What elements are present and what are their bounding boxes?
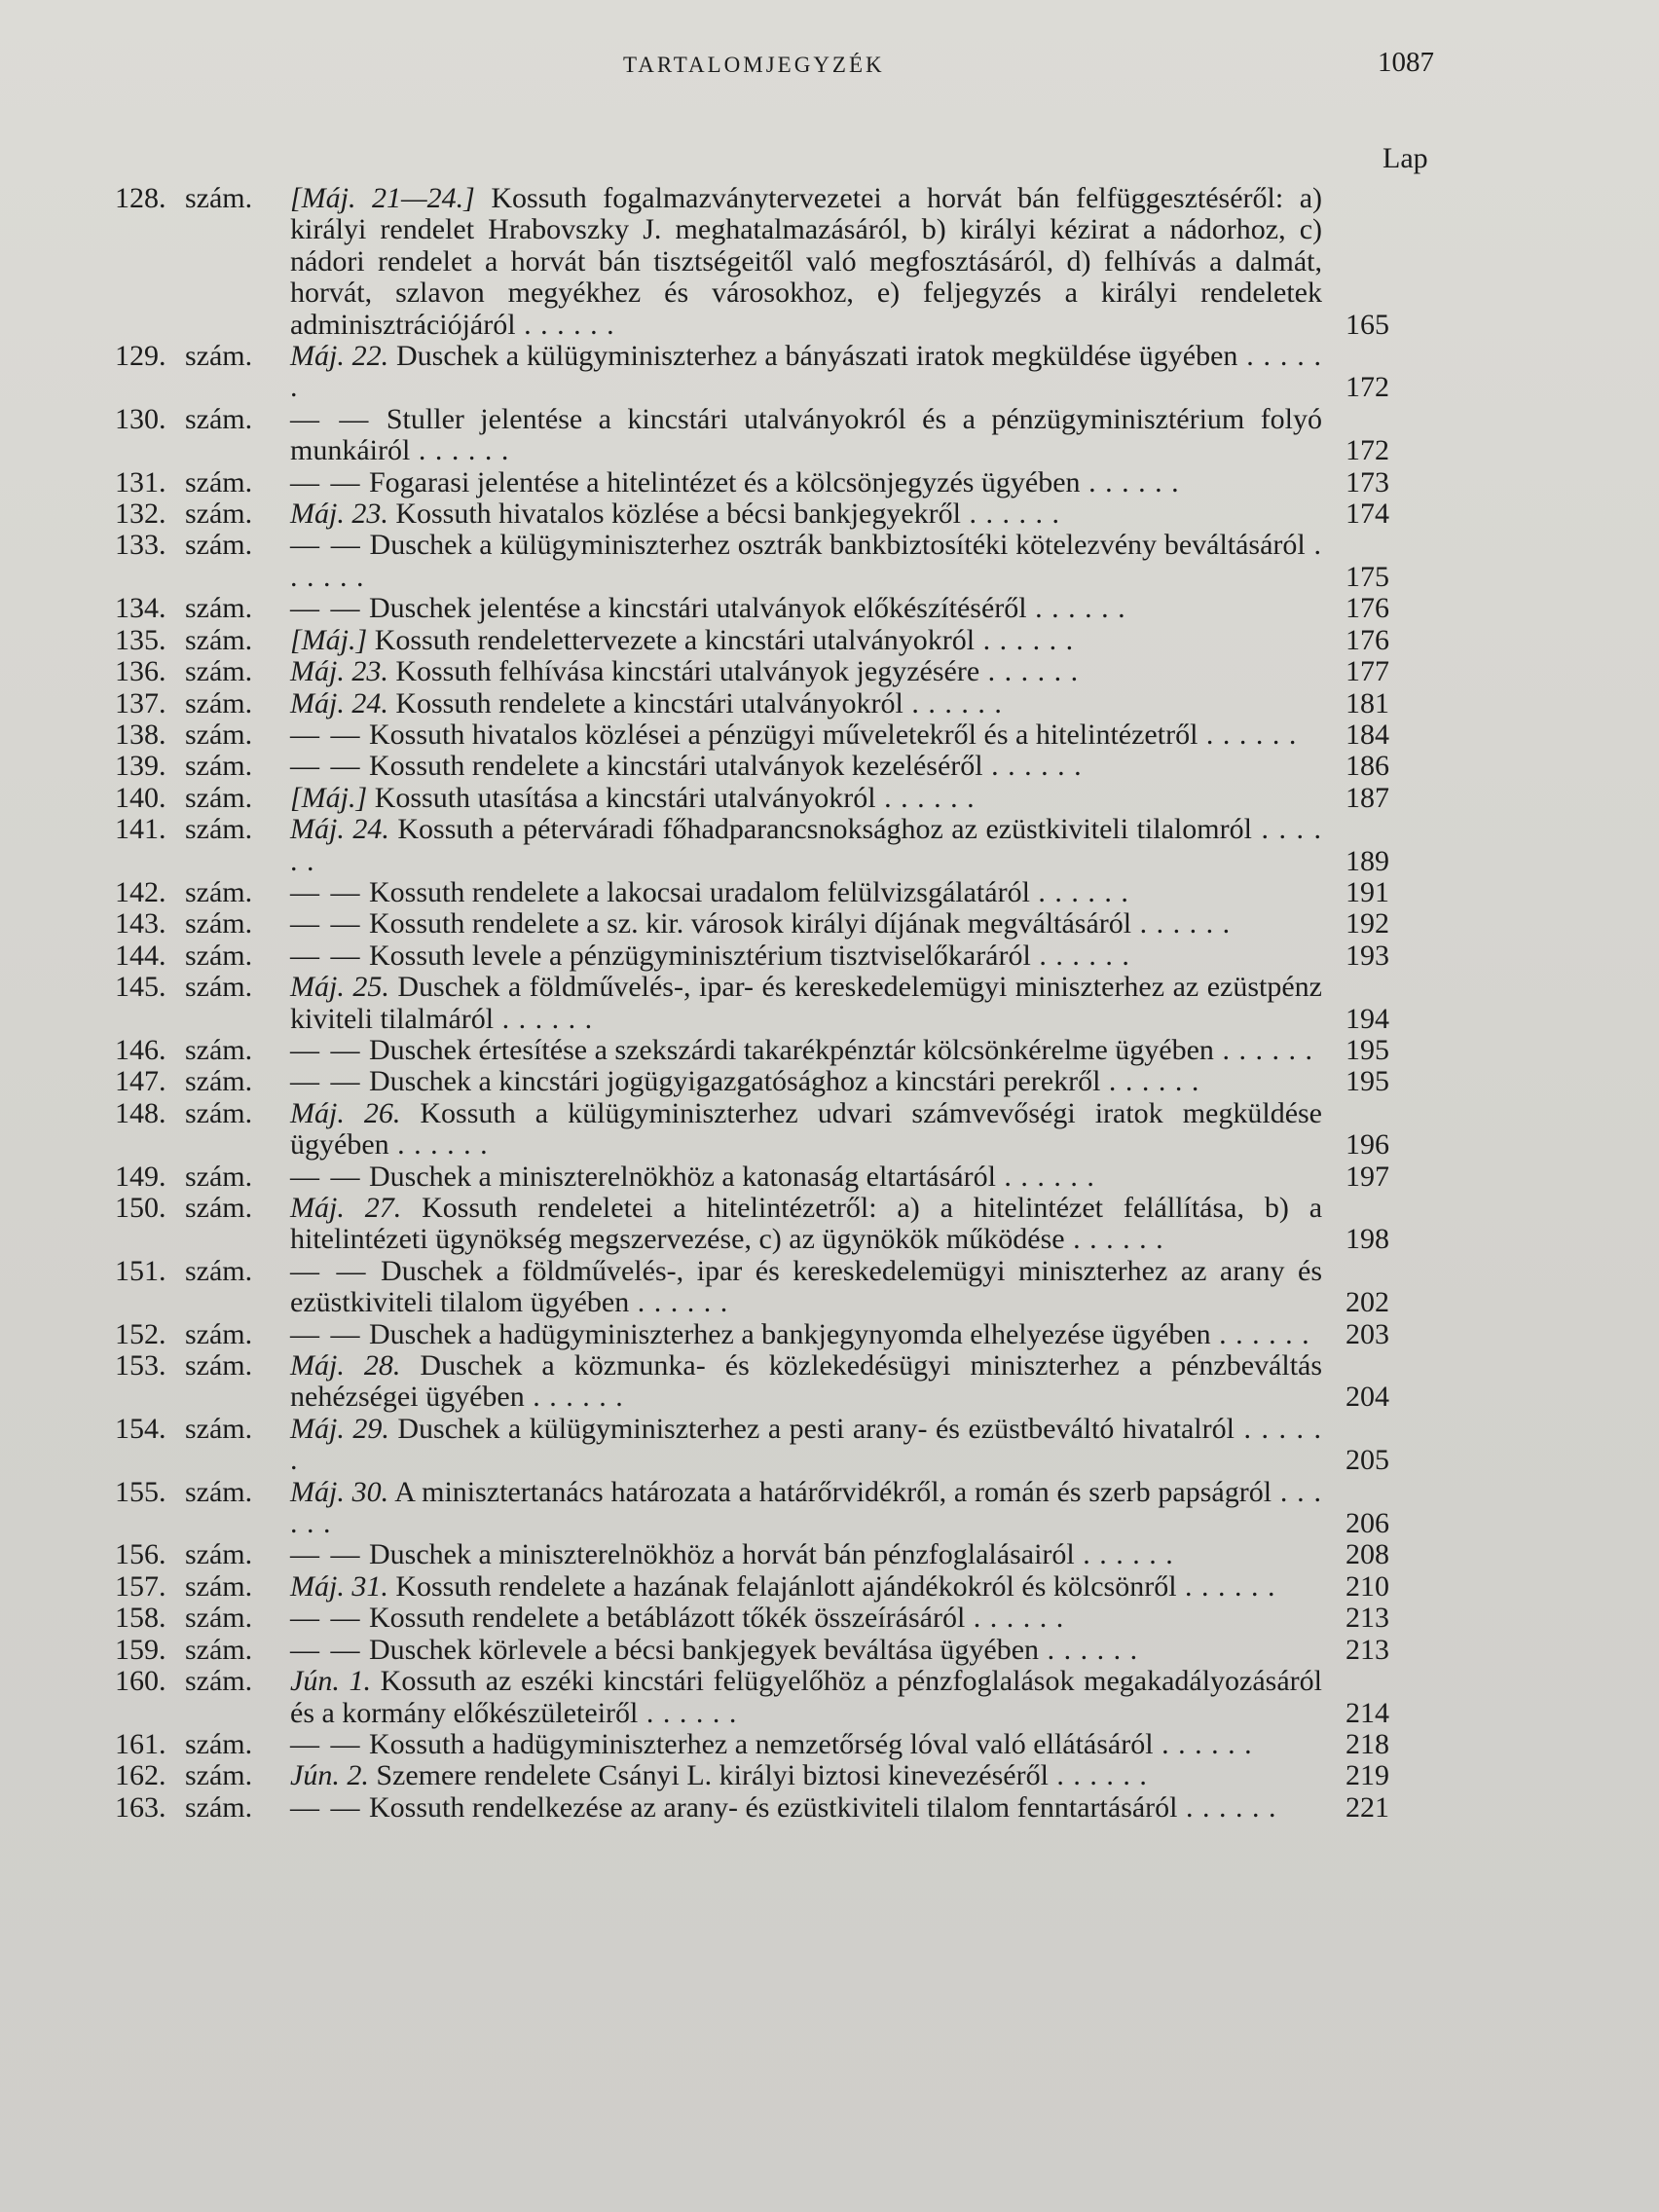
entry-date: — — xyxy=(290,1160,362,1193)
toc-entry xyxy=(115,404,1458,467)
entry-title: Stuller jelentése a kincstári utalványokról és a pénzügyminisztérium folyó munkáiról xyxy=(290,402,1323,467)
toc-entry xyxy=(115,877,1458,908)
leader-dots: . . . . . . xyxy=(1153,1727,1253,1760)
leader-dots: . . . . . . xyxy=(903,686,1003,719)
entry-description xyxy=(290,972,1322,1035)
entry-unit-label: szám. xyxy=(185,1602,253,1635)
entry-number: 134. xyxy=(115,592,166,625)
leader-dots: . . . . . . xyxy=(1064,1223,1164,1256)
entry-title: Duschek a közmunka- és közlekedésügyi miniszterhez a pénzbeváltás nehézségei ügyében xyxy=(290,1349,1323,1414)
entry-description xyxy=(290,1035,1322,1066)
entry-page-number: 210 xyxy=(1346,1569,1389,1603)
entry-unit-label: szám. xyxy=(185,1317,253,1350)
leader-dots: . . . . . . xyxy=(1030,939,1130,972)
toc-entry xyxy=(115,1666,1458,1729)
entry-page-number: 184 xyxy=(1346,718,1389,751)
entry-number: 140. xyxy=(115,781,166,814)
leader-dots: . . . . . . xyxy=(1048,1759,1148,1792)
entry-date: Máj. 25. xyxy=(290,971,389,1004)
entry-unit-label: szám. xyxy=(185,1254,253,1287)
entry-number: 142. xyxy=(115,875,166,908)
entry-date: — — xyxy=(290,718,362,751)
entry-description xyxy=(290,1414,1322,1477)
entry-title: A minisztertanács határozata a határőrvidékről, a román és szerb papságról xyxy=(394,1475,1272,1508)
entry-unit-label: szám. xyxy=(185,781,253,814)
entry-date: Máj. 27. xyxy=(290,1192,402,1224)
entry-number: 143. xyxy=(115,907,166,940)
leader-dots: . . . . . . xyxy=(1080,465,1180,498)
toc-entry xyxy=(115,1477,1458,1540)
entry-description xyxy=(290,1792,1322,1824)
entry-title: Kossuth levele a pénzügyminisztérium tisztviselőkaráról xyxy=(369,939,1031,972)
entry-date: — — xyxy=(290,592,362,625)
entry-date: Máj. 23. xyxy=(290,655,388,688)
entry-description xyxy=(290,625,1322,656)
entry-unit-label: szám. xyxy=(185,1475,253,1508)
toc-entry xyxy=(115,940,1458,972)
entry-description xyxy=(290,1666,1322,1729)
entry-date: [Máj. 21—24.] xyxy=(290,182,475,214)
toc-entry xyxy=(115,972,1458,1035)
entry-date: — — xyxy=(290,1790,362,1824)
entry-unit-label: szám. xyxy=(185,1096,253,1129)
entry-date: — — xyxy=(290,1602,362,1635)
toc-entry xyxy=(115,1760,1458,1791)
entry-date: — — xyxy=(290,1254,368,1287)
entry-title: Duschek a külügyminiszterhez a pesti arany- és ezüstbeváltó hivatalról xyxy=(397,1412,1235,1445)
toc-entry xyxy=(115,656,1458,687)
entry-page-number: 172 xyxy=(1346,371,1389,404)
entry-unit-label: szám. xyxy=(185,1192,253,1224)
entry-title: Kossuth rendelete a sz. kir. városok királyi díjának megváltásáról xyxy=(369,907,1132,940)
entry-page-number: 196 xyxy=(1346,1128,1389,1161)
entry-date: Máj. 24. xyxy=(290,686,388,719)
entry-title: Kossuth fogalmazványtervezetei a horvát bán felfüggesztéséről: a) királyi rendelet Hrabovszky J. meghatalmazásáról, b) királyi kézirat a nádorhoz, c) nádori rendelet a horvát bán tisztségeitől való megfosztásáról, d) felhívás a dalmát, horvát, szlavon megyékhez és városokhoz, e) feljegyzés a királyi rendeletek adminisztrációjáról xyxy=(290,182,1322,341)
entry-description xyxy=(290,467,1322,498)
entry-page-number: 214 xyxy=(1346,1696,1389,1729)
entry-page-number: 208 xyxy=(1346,1538,1389,1571)
entry-page-number: 172 xyxy=(1346,434,1389,467)
entry-number: 159. xyxy=(115,1633,166,1666)
entry-unit-label: szám. xyxy=(185,1790,253,1824)
entry-date: [Máj.] xyxy=(290,781,368,814)
entry-date: — — xyxy=(290,939,362,972)
running-title: TARTALOMJEGYZÉK xyxy=(623,53,885,77)
entry-description xyxy=(290,814,1322,877)
entry-description xyxy=(290,530,1322,593)
entry-number: 136. xyxy=(115,655,166,688)
entry-number: 144. xyxy=(115,939,166,972)
entry-title: Kossuth hivatalos közlései a pénzügyi műveletekről és a hitelintézetről xyxy=(369,718,1198,751)
entry-page-number: 177 xyxy=(1346,655,1389,688)
entry-page-number: 173 xyxy=(1346,465,1389,498)
entry-number: 148. xyxy=(115,1096,166,1129)
leader-dots: . . . . . . xyxy=(995,1160,1095,1193)
entry-number: 151. xyxy=(115,1254,166,1287)
entry-number: 146. xyxy=(115,1033,166,1066)
entry-unit-label: szám. xyxy=(185,1033,253,1066)
entry-title: Szemere rendelete Csányi L. királyi biztosi kinevezéséről xyxy=(376,1759,1049,1792)
entry-page-number: 186 xyxy=(1346,750,1389,783)
entry-description xyxy=(290,1571,1322,1603)
entry-description xyxy=(290,1729,1322,1760)
entry-unit-label: szám. xyxy=(185,907,253,940)
entry-unit-label: szám. xyxy=(185,813,253,846)
entry-description xyxy=(290,877,1322,908)
entry-description xyxy=(290,1350,1322,1414)
leader-dots: . . . . . . xyxy=(875,781,976,814)
entry-unit-label: szám. xyxy=(185,1759,253,1792)
entry-description xyxy=(290,719,1322,751)
entry-unit-label: szám. xyxy=(185,971,253,1004)
entry-date: — — xyxy=(290,1317,362,1350)
entry-description xyxy=(290,593,1322,624)
entry-description xyxy=(290,1477,1322,1540)
page-column-label: Lap xyxy=(1382,142,1428,174)
entry-number: 158. xyxy=(115,1602,166,1635)
toc-entry xyxy=(115,1603,1458,1634)
entry-description xyxy=(290,783,1322,814)
entry-page-number: 206 xyxy=(1346,1507,1389,1540)
entry-title: Duschek körlevele a bécsi bankjegyek beváltása ügyében xyxy=(369,1633,1040,1666)
entry-page-number: 189 xyxy=(1346,844,1389,877)
entry-unit-label: szám. xyxy=(185,1412,253,1445)
leader-dots: . . . . . . xyxy=(290,1475,1322,1540)
entry-title: Kossuth hivatalos közlése a bécsi bankjegyekről xyxy=(395,498,962,531)
entry-date: — — xyxy=(290,465,362,498)
entry-unit-label: szám. xyxy=(185,498,253,531)
table-of-contents xyxy=(115,183,1458,1824)
entry-description xyxy=(290,656,1322,687)
leader-dots: . . . . . . xyxy=(1210,1317,1310,1350)
entry-unit-label: szám. xyxy=(185,1665,253,1698)
toc-entry xyxy=(115,1571,1458,1603)
entry-title: Kossuth a hadügyminiszterhez a nemzetőrség lóval való ellátásáról xyxy=(369,1727,1154,1760)
entry-description xyxy=(290,688,1322,719)
entry-number: 137. xyxy=(115,686,166,719)
entry-number: 133. xyxy=(115,529,166,562)
entry-title: Duschek a földművelés-, ipar- és kereskedelemügyi miniszterhez az ezüstpénz kiviteli tilalmáról xyxy=(290,971,1322,1035)
page-number: 1087 xyxy=(1378,47,1434,78)
entry-description xyxy=(290,1161,1322,1193)
entry-page-number: 176 xyxy=(1346,623,1389,656)
toc-entry xyxy=(115,1319,1458,1350)
entry-unit-label: szám. xyxy=(185,529,253,562)
entry-unit-label: szám. xyxy=(185,939,253,972)
entry-number: 152. xyxy=(115,1317,166,1350)
leader-dots: . . . . . . xyxy=(1100,1065,1200,1098)
entry-title: Kossuth rendelettervezete a kincstári utalványokról xyxy=(374,623,976,656)
entry-number: 163. xyxy=(115,1790,166,1824)
toc-entry xyxy=(115,1066,1458,1097)
entry-date: — — xyxy=(290,875,362,908)
entry-page-number: 213 xyxy=(1346,1633,1389,1666)
entry-page-number: 197 xyxy=(1346,1160,1389,1193)
toc-entry xyxy=(115,1161,1458,1193)
entry-number: 157. xyxy=(115,1569,166,1603)
entry-title: Kossuth a külügyminiszterhez udvari számvevőségi iratok megküldése ügyében xyxy=(290,1096,1322,1161)
toc-entry xyxy=(115,1098,1458,1161)
entry-title: Kossuth felhívása kincstári utalványok jegyzésére xyxy=(395,655,980,688)
entry-title: Duschek a külügyminiszterhez osztrák bankbiztosítéki kötelezvény beváltásáról xyxy=(369,529,1306,562)
entry-unit-label: szám. xyxy=(185,655,253,688)
leader-dots: . . . . . . xyxy=(1039,1633,1139,1666)
entry-page-number: 187 xyxy=(1346,781,1389,814)
entry-unit-label: szám. xyxy=(185,750,253,783)
leader-dots: . . . . . . xyxy=(629,1286,729,1319)
entry-unit-label: szám. xyxy=(185,623,253,656)
leader-dots: . . . . . . xyxy=(290,340,1323,404)
leader-dots: . . . . . . xyxy=(515,308,615,341)
entry-page-number: 218 xyxy=(1346,1727,1389,1760)
entry-number: 161. xyxy=(115,1727,166,1760)
entry-number: 145. xyxy=(115,971,166,1004)
leader-dots: . . . . . . xyxy=(1176,1569,1276,1603)
entry-description xyxy=(290,1319,1322,1350)
toc-entry xyxy=(115,751,1458,782)
entry-number: 149. xyxy=(115,1160,166,1193)
entry-date: — — xyxy=(290,907,362,940)
entry-title: Kossuth utasítása a kincstári utalványokról xyxy=(374,781,876,814)
entry-description xyxy=(290,1066,1322,1097)
entry-date: Máj. 23. xyxy=(290,498,388,531)
entry-date: [Máj.] xyxy=(290,623,368,656)
leader-dots: . . . . . . xyxy=(975,623,1075,656)
entry-description xyxy=(290,1098,1322,1161)
entry-number: 154. xyxy=(115,1412,166,1445)
entry-unit-label: szám. xyxy=(185,592,253,625)
toc-entry xyxy=(115,1414,1458,1477)
leader-dots: . . . . . . xyxy=(290,529,1323,593)
leader-dots: . . . . . . xyxy=(979,655,1080,688)
entry-date: Jún. 2. xyxy=(290,1759,369,1792)
toc-entry xyxy=(115,1729,1458,1760)
toc-entry xyxy=(115,1256,1458,1319)
toc-entry xyxy=(115,183,1458,341)
entry-date: Máj. 30. xyxy=(290,1475,389,1508)
leader-dots: . . . . . . xyxy=(524,1381,624,1414)
leader-dots: . . . . . . xyxy=(1026,592,1126,625)
entry-description xyxy=(290,1193,1322,1256)
entry-date: — — xyxy=(290,402,371,435)
entry-page-number: 191 xyxy=(1346,875,1389,908)
toc-entry xyxy=(115,1035,1458,1066)
entry-unit-label: szám. xyxy=(185,182,253,214)
entry-title: Kossuth rendelete a hazának felajánlott ajándékokról és kölcsönről xyxy=(395,1569,1177,1603)
entry-title: Duschek a hadügyminiszterhez a bankjegynyomda elhelyezése ügyében xyxy=(369,1317,1211,1350)
entry-date: — — xyxy=(290,1033,362,1066)
leader-dots: . . . . . . xyxy=(1177,1790,1277,1824)
entry-page-number: 175 xyxy=(1346,560,1389,593)
entry-number: 147. xyxy=(115,1065,166,1098)
leader-dots: . . . . . . xyxy=(1213,1033,1313,1066)
entry-page-number: 195 xyxy=(1346,1065,1389,1098)
entry-unit-label: szám. xyxy=(185,1160,253,1193)
entry-date: — — xyxy=(290,529,362,562)
entry-description xyxy=(290,498,1322,530)
entry-number: 160. xyxy=(115,1665,166,1698)
entry-unit-label: szám. xyxy=(185,1727,253,1760)
entry-unit-label: szám. xyxy=(185,1569,253,1603)
entry-unit-label: szám. xyxy=(185,340,253,373)
entry-date: Máj. 22. xyxy=(290,340,389,373)
entry-title: Duschek a kincstári jogügyigazgatósághoz a kincstári perekről xyxy=(369,1065,1101,1098)
entry-description xyxy=(290,341,1322,404)
leader-dots: . . . . . . xyxy=(638,1696,738,1729)
entry-title: Kossuth az eszéki kincstári felügyelőhöz a pénzfoglalások megakadályozásáról és a kormány előkészületeiről xyxy=(290,1665,1322,1729)
leader-dots: . . . . . . xyxy=(982,750,1083,783)
entry-date: — — xyxy=(290,1538,362,1571)
entry-title: Duschek értesítése a szekszárdi takarékpénztár kölcsönkérelme ügyében xyxy=(369,1033,1214,1066)
entry-title: Duschek a külügyminiszterhez a bányászati iratok megküldése ügyében xyxy=(395,340,1238,373)
leader-dots: . . . . . . xyxy=(1198,718,1298,751)
running-head xyxy=(0,47,1659,86)
entry-description xyxy=(290,1760,1322,1791)
entry-description xyxy=(290,751,1322,782)
entry-title: Duschek a földművelés-, ipar és kereskedelemügyi miniszterhez az arany és ezüstkiviteli tilalom ügyében xyxy=(290,1254,1323,1319)
entry-page-number: 174 xyxy=(1346,498,1389,531)
entry-number: 139. xyxy=(115,750,166,783)
entry-title: Kossuth rendeletei a hitelintézetről: a) a hitelintézet felállítása, b) a hitelintézeti ügynökség megszervezése, c) az ügynökök működése xyxy=(290,1192,1323,1256)
entry-title: Kossuth rendelkezése az arany- és ezüstkiviteli tilalom fenntartásáról xyxy=(369,1790,1178,1824)
entry-description xyxy=(290,183,1322,341)
entry-page-number: 204 xyxy=(1346,1381,1389,1414)
leader-dots: . . . . . . xyxy=(494,1002,594,1035)
entry-page-number: 202 xyxy=(1346,1286,1389,1319)
entry-number: 156. xyxy=(115,1538,166,1571)
toc-entry xyxy=(115,498,1458,530)
toc-entry xyxy=(115,719,1458,751)
entry-description xyxy=(290,1539,1322,1570)
entry-description xyxy=(290,940,1322,972)
entry-unit-label: szám. xyxy=(185,1538,253,1571)
entry-page-number: 192 xyxy=(1346,907,1389,940)
entry-description xyxy=(290,908,1322,940)
entry-number: 131. xyxy=(115,465,166,498)
toc-entry xyxy=(115,1539,1458,1570)
leader-dots: . . . . . . xyxy=(1131,907,1232,940)
entry-title: Duschek a miniszterelnökhöz a katonaság eltartásáról xyxy=(369,1160,996,1193)
entry-page-number: 221 xyxy=(1346,1790,1389,1824)
entry-unit-label: szám. xyxy=(185,1349,253,1382)
leader-dots: . . . . . . xyxy=(1074,1538,1174,1571)
toc-entry xyxy=(115,1792,1458,1824)
entry-number: 135. xyxy=(115,623,166,656)
toc-entry xyxy=(115,688,1458,719)
entry-page-number: 198 xyxy=(1346,1223,1389,1256)
entry-date: Máj. 29. xyxy=(290,1412,389,1445)
entry-number: 150. xyxy=(115,1192,166,1224)
entry-number: 128. xyxy=(115,182,166,214)
entry-page-number: 165 xyxy=(1346,308,1389,341)
entry-page-number: 193 xyxy=(1346,939,1389,972)
entry-title: Duschek a miniszterelnökhöz a horvát bán pénzfoglalásairól xyxy=(369,1538,1075,1571)
entry-unit-label: szám. xyxy=(185,402,253,435)
entry-unit-label: szám. xyxy=(185,1633,253,1666)
entry-title: Kossuth rendelete a lakocsai uradalom felülvizsgálatáról xyxy=(369,875,1030,908)
entry-page-number: 176 xyxy=(1346,592,1389,625)
entry-date: — — xyxy=(290,1065,362,1098)
entry-page-number: 195 xyxy=(1346,1033,1389,1066)
leader-dots: . . . . . . xyxy=(290,1412,1323,1477)
entry-unit-label: szám. xyxy=(185,465,253,498)
toc-entry xyxy=(115,593,1458,624)
toc-entry xyxy=(115,814,1458,877)
entry-title: Kossuth rendelete a kincstári utalványok kezeléséről xyxy=(369,750,983,783)
entry-number: 129. xyxy=(115,340,166,373)
leader-dots: . . . . . . xyxy=(410,434,510,467)
toc-entry xyxy=(115,341,1458,404)
entry-description xyxy=(290,1635,1322,1666)
entry-page-number: 205 xyxy=(1346,1444,1389,1477)
toc-entry xyxy=(115,1635,1458,1666)
entry-title: Kossuth rendelete a kincstári utalványokról xyxy=(395,686,903,719)
entry-unit-label: szám. xyxy=(185,875,253,908)
entry-number: 132. xyxy=(115,498,166,531)
entry-date: — — xyxy=(290,750,362,783)
toc-entry xyxy=(115,467,1458,498)
entry-date: Jún. 1. xyxy=(290,1665,371,1698)
toc-entry xyxy=(115,908,1458,940)
leader-dots: . . . . . . xyxy=(965,1602,1065,1635)
entry-unit-label: szám. xyxy=(185,686,253,719)
entry-number: 138. xyxy=(115,718,166,751)
entry-date: Máj. 31. xyxy=(290,1569,388,1603)
entry-number: 141. xyxy=(115,813,166,846)
toc-entry xyxy=(115,1193,1458,1256)
entry-title: Duschek jelentése a kincstári utalványok előkészítéséről xyxy=(369,592,1027,625)
entry-page-number: 181 xyxy=(1346,686,1389,719)
toc-entry xyxy=(115,783,1458,814)
entry-page-number: 194 xyxy=(1346,1002,1389,1035)
toc-entry xyxy=(115,625,1458,656)
leader-dots: . . . . . . xyxy=(290,813,1323,877)
entry-number: 155. xyxy=(115,1475,166,1508)
entry-date: — — xyxy=(290,1727,362,1760)
toc-entry xyxy=(115,1350,1458,1414)
leader-dots: . . . . . . xyxy=(961,498,1061,531)
entry-page-number: 203 xyxy=(1346,1317,1389,1350)
entry-date: Máj. 26. xyxy=(290,1096,401,1129)
entry-date: — — xyxy=(290,1633,362,1666)
entry-number: 162. xyxy=(115,1759,166,1792)
entry-number: 130. xyxy=(115,402,166,435)
toc-entry xyxy=(115,530,1458,593)
entry-description xyxy=(290,404,1322,467)
entry-description xyxy=(290,1603,1322,1634)
entry-date: Máj. 24. xyxy=(290,813,389,846)
entry-page-number: 213 xyxy=(1346,1602,1389,1635)
entry-date: Máj. 28. xyxy=(290,1349,401,1382)
entry-page-number: 219 xyxy=(1346,1759,1389,1792)
entry-description xyxy=(290,1256,1322,1319)
leader-dots: . . . . . . xyxy=(1029,875,1129,908)
entry-number: 153. xyxy=(115,1349,166,1382)
entry-title: Kossuth a péterváradi főhadparancsnoksághoz az ezüstkiviteli tilalomról xyxy=(397,813,1252,846)
entry-title: Fogarasi jelentése a hitelintézet és a kölcsönjegyzés ügyében xyxy=(369,465,1081,498)
entry-unit-label: szám. xyxy=(185,1065,253,1098)
entry-title: Kossuth rendelete a betáblázott tőkék összeírásáról xyxy=(369,1602,966,1635)
leader-dots: . . . . . . xyxy=(388,1128,489,1161)
entry-unit-label: szám. xyxy=(185,718,253,751)
